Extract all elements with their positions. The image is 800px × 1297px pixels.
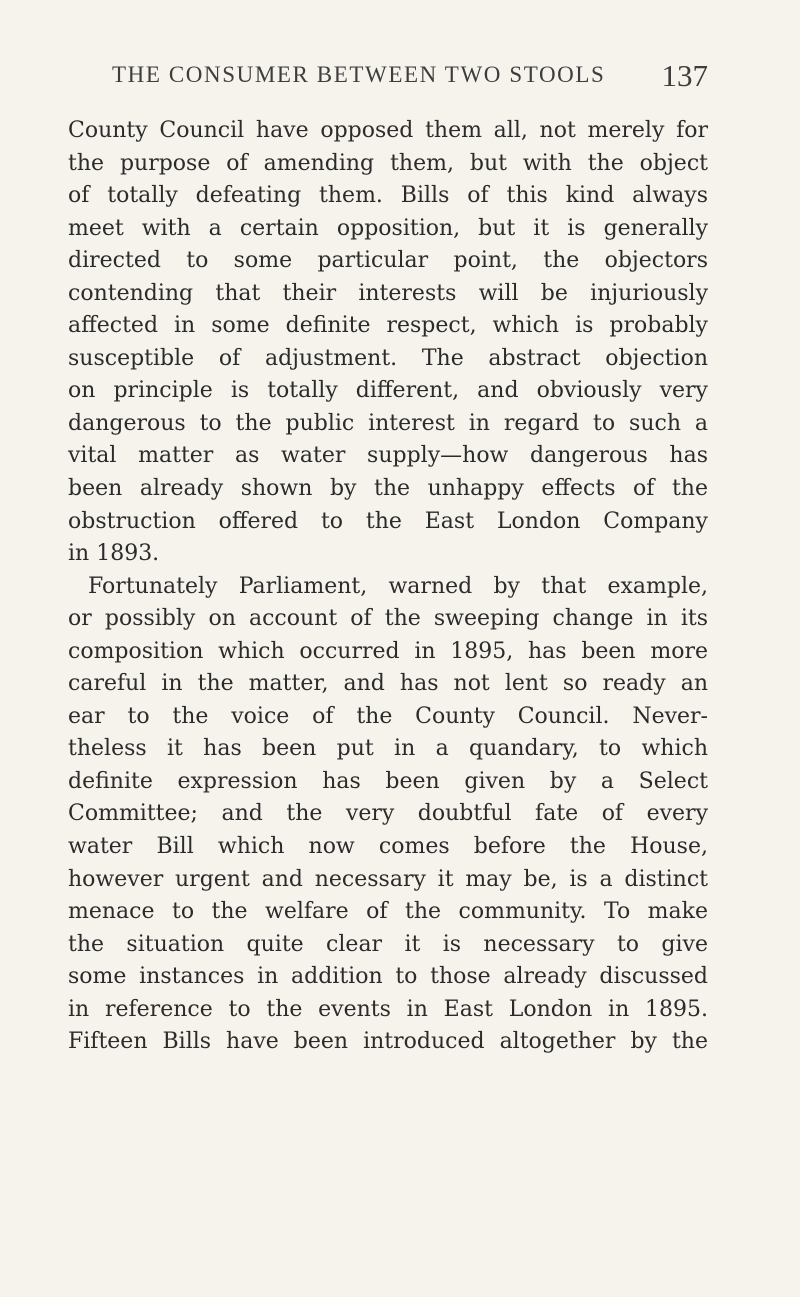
text-line: water Bill which now comes before the House,: [68, 834, 708, 860]
text-line: or possibly on account of the sweeping change in its: [68, 606, 708, 632]
text-line: the purpose of amending them, but with the object: [68, 150, 708, 176]
text-line: on principle is totally different, and obviously very: [68, 378, 708, 404]
text-line: contending that their interests will be injuriously: [68, 280, 708, 306]
text-line: however urgent and necessary it may be, is a distinct: [68, 866, 708, 892]
text-line: theless it has been put in a quandary, to which: [68, 736, 708, 762]
text-line: Fortunately Parliament, warned by that example,: [88, 573, 708, 599]
text-line: ear to the voice of the County Council. Never-: [68, 703, 708, 729]
body-text: [68, 115, 708, 1059]
text-line: in 1893.: [68, 541, 160, 567]
text-line: affected in some definite respect, which is probably: [68, 313, 708, 339]
text-line: been already shown by the unhappy effects of the: [68, 476, 708, 502]
text-line: Committee; and the very doubtful fate of every: [68, 801, 708, 827]
text-line: some instances in addition to those already discussed: [68, 964, 708, 990]
text-line: definite expression has been given by a Select: [68, 768, 708, 794]
text-line: careful in the matter, and has not lent so ready an: [68, 671, 708, 697]
text-line: Fifteen Bills have been introduced altogether by the: [68, 1029, 708, 1055]
text-line: menace to the welfare of the community. To make: [68, 899, 708, 925]
text-line: obstruction offered to the East London Company: [68, 508, 708, 534]
text-line: directed to some particular point, the objectors: [68, 248, 708, 274]
text-line: County Council have opposed them all, not merely for: [68, 118, 708, 143]
text-line: the situation quite clear it is necessary to give: [68, 931, 708, 957]
page-number: 137: [661, 58, 708, 93]
text-line: susceptible of adjustment. The abstract objection: [68, 345, 708, 371]
running-title: THE CONSUMER BETWEEN TWO STOOLS: [112, 62, 606, 87]
text-line: vital matter as water supply—how dangerous has: [68, 443, 708, 469]
text-line: in reference to the events in East London in 1895.: [68, 996, 708, 1022]
text-line: composition which occurred in 1895, has been more: [68, 638, 708, 664]
running-head: [112, 58, 708, 98]
text-line: dangerous to the public interest in regard to such a: [68, 410, 708, 436]
text-line: of totally defeating them. Bills of this kind always: [68, 183, 708, 209]
text-line: meet with a certain opposition, but it is generally: [68, 215, 708, 241]
